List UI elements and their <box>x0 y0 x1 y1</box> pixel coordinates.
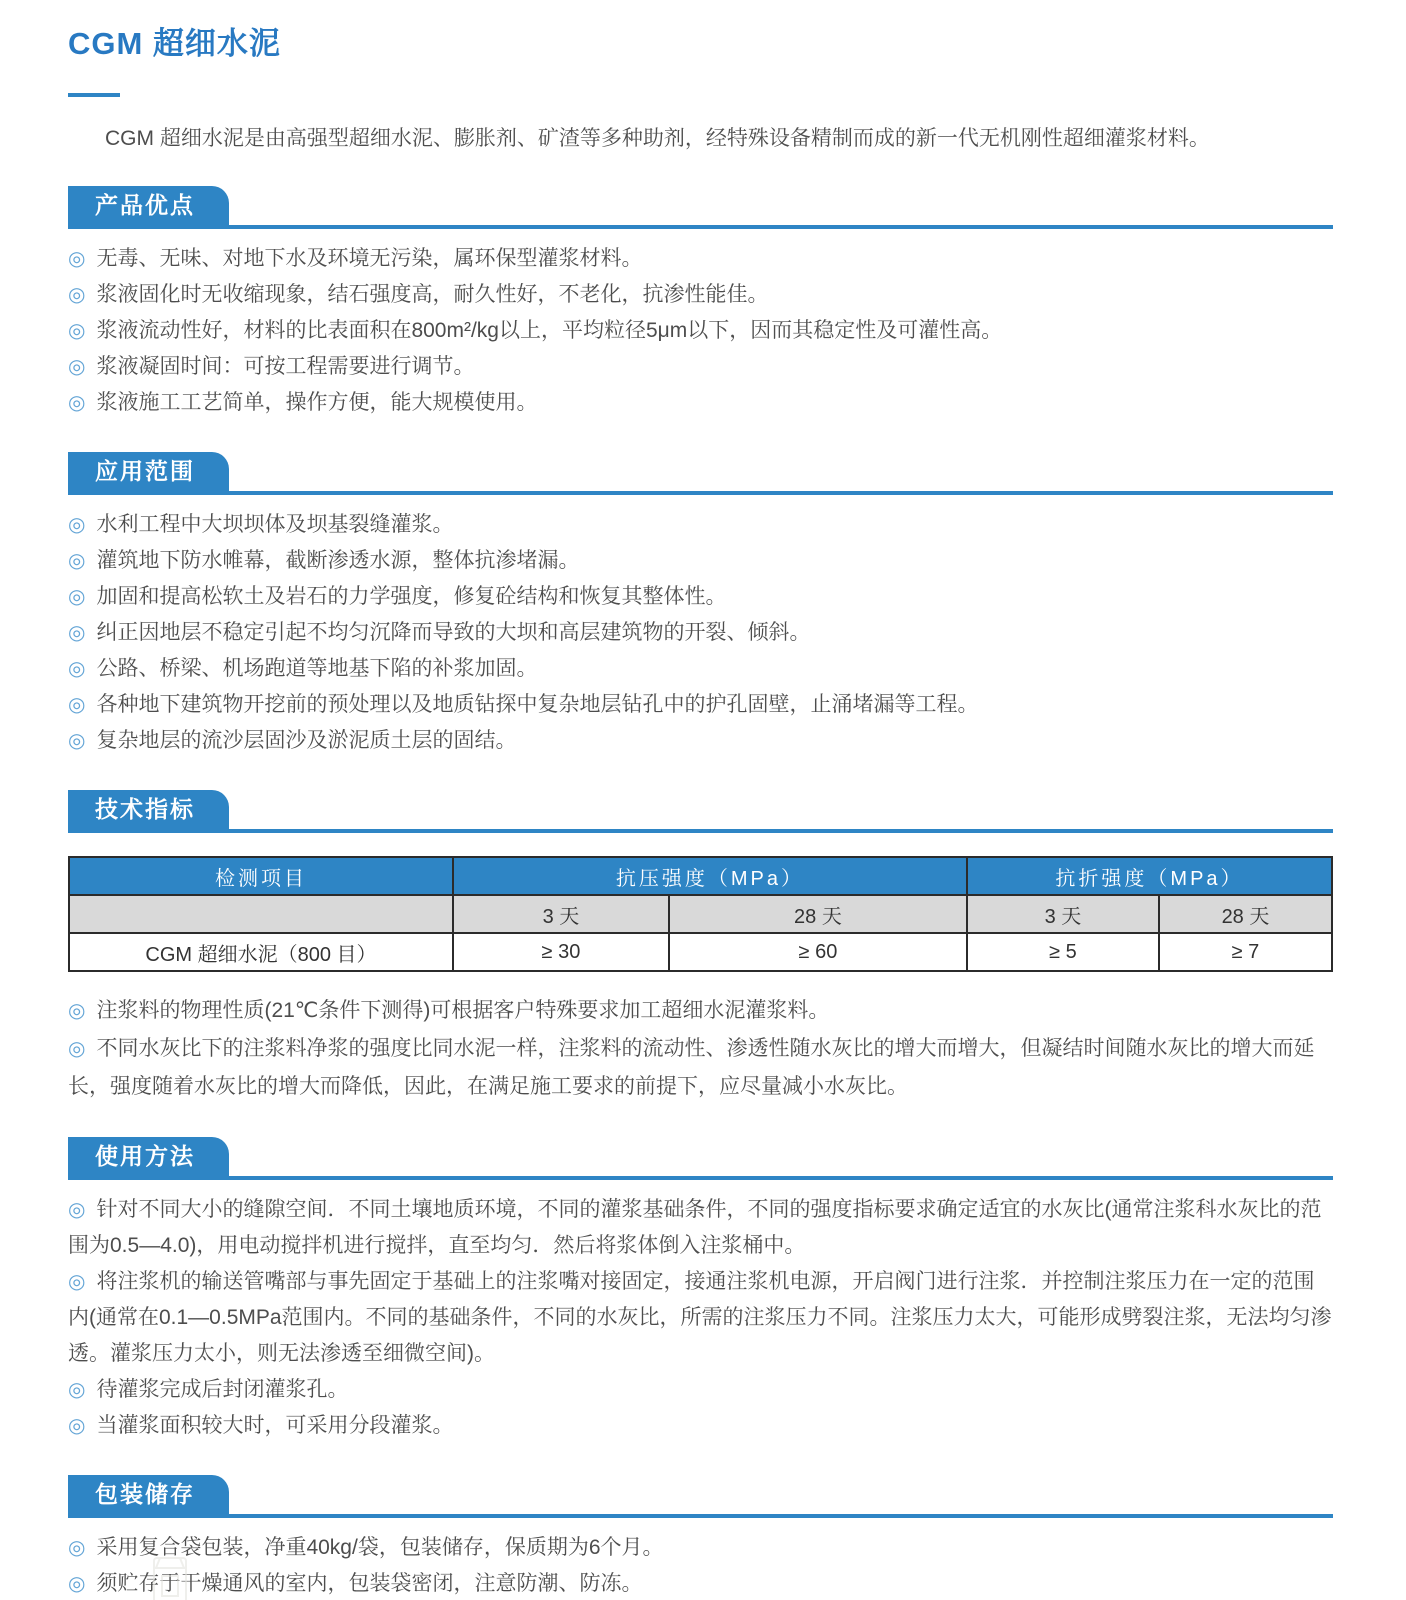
section-heading-applications: 应用范围 <box>68 452 229 491</box>
list-item <box>68 579 1333 615</box>
section-heading-advantages: 产品优点 <box>68 186 229 225</box>
list-item-text: 各种地下建筑物开挖前的预处理以及地质钻探中复杂地层钻孔中的护孔固壁，止涌堵漏等工程。 <box>96 693 979 716</box>
bullseye-bullet-icon: ◎ <box>68 1199 86 1221</box>
advantages-list <box>68 241 1333 421</box>
bullseye-bullet-icon: ◎ <box>68 284 86 306</box>
bullseye-bullet-icon: ◎ <box>68 730 86 752</box>
bullseye-bullet-icon: ◎ <box>68 356 86 378</box>
spec-col-header: 检测项目 <box>69 857 453 895</box>
section-banner-row <box>68 790 1333 833</box>
bullseye-bullet-icon: ◎ <box>68 392 86 414</box>
note-text: 不同水灰比下的注浆料净浆的强度比同水泥一样，注浆料的流动性、渗透性随水灰比的增大而增大，但凝结时间随水灰比的增大而延长，强度随着水灰比的增大而降低，因此，在满足施工要求的前提下，应尽量减小水灰比。 <box>68 1037 1315 1098</box>
spec-subheader: 28 天 <box>669 895 967 933</box>
list-item-text: 待灌浆完成后封闭灌浆孔。 <box>96 1378 349 1401</box>
usage-list <box>68 1192 1333 1444</box>
applications-list <box>68 507 1333 759</box>
spec-product-name: CGM 超细水泥（800 目） <box>69 933 453 971</box>
bullseye-bullet-icon: ◎ <box>68 586 86 608</box>
list-item-text: 浆液流动性好，材料的比表面积在800m²/kg以上，平均粒径5μm以下，因而其稳定性及可灌性高。 <box>96 319 1003 342</box>
list-item-text: 浆液施工工艺简单，操作方便，能大规模使用。 <box>96 391 538 414</box>
section-divider-line <box>68 1176 1333 1180</box>
list-item <box>68 507 1333 543</box>
bullseye-bullet-icon: ◎ <box>68 1000 86 1022</box>
spec-subheader: 3 天 <box>453 895 669 933</box>
list-item <box>68 615 1333 651</box>
spec-value: ≥ 5 <box>967 933 1159 971</box>
intro-paragraph: CGM 超细水泥是由高强型超细水泥、膨胀剂、矿渣等多种助剂，经特殊设备精制而成的新一代无机刚性超细灌浆材料。 <box>105 127 1210 150</box>
list-item-text: 针对不同大小的缝隙空间．不同土壤地质环境，不同的灌浆基础条件，不同的强度指标要求确定适宜的水灰比(通常注浆科水灰比的范围为0.5—4.0)，用电动搅拌机进行搅拌，直至均匀．然后将浆体倒入注浆桶中。 <box>68 1198 1322 1257</box>
list-item <box>68 1372 1333 1408</box>
note-text: 注浆料的物理性质(21℃条件下测得)可根据客户特殊要求加工超细水泥灌浆料。 <box>96 999 830 1022</box>
storage-list <box>68 1530 1333 1600</box>
spec-value: ≥ 60 <box>669 933 967 971</box>
list-item <box>68 241 1333 277</box>
bullseye-bullet-icon: ◎ <box>68 694 86 716</box>
section-applications <box>68 452 1333 759</box>
bullseye-bullet-icon: ◎ <box>68 1038 86 1060</box>
list-item-text: 将注浆机的输送管嘴部与事先固定于基础上的注浆嘴对接固定，接通注浆机电源，开启阀门进行注浆．并控制注浆压力在一定的范围内(通常在0.1—0.5MPa范围内。不同的基础条件，不同的水灰比，所需的注浆压力不同。注浆压力太大，可能形成劈裂注浆，无法均匀渗透。灌浆压力太小，则无法渗透至细微空间)。 <box>68 1270 1332 1365</box>
title-underline <box>68 93 120 97</box>
section-divider-line <box>68 1514 1333 1518</box>
bullseye-bullet-icon: ◎ <box>68 514 86 536</box>
bullseye-bullet-icon: ◎ <box>68 320 86 342</box>
spec-group-header-flexural: 抗折强度（MPa） <box>967 857 1332 895</box>
spec-notes <box>68 992 1333 1106</box>
spec-value: ≥ 30 <box>453 933 669 971</box>
section-heading-specs: 技术指标 <box>68 790 229 829</box>
section-banner-row <box>68 452 1333 495</box>
list-item <box>68 349 1333 385</box>
list-item <box>68 1408 1333 1444</box>
list-item-text: 当灌浆面积较大时，可采用分段灌浆。 <box>96 1414 454 1437</box>
list-item-text: 公路、桥梁、机场跑道等地基下陷的补浆加固。 <box>96 657 538 680</box>
list-item <box>68 723 1333 759</box>
bullseye-bullet-icon: ◎ <box>68 1415 86 1437</box>
list-item <box>68 1566 1333 1600</box>
list-item-text: 灌筑地下防水帷幕，截断渗透水源，整体抗渗堵漏。 <box>96 549 580 572</box>
list-item <box>68 277 1333 313</box>
note-item <box>68 1030 1333 1106</box>
list-item <box>68 1192 1333 1264</box>
section-storage <box>68 1475 1333 1600</box>
section-banner-row <box>68 186 1333 229</box>
list-item-text: 水利工程中大坝坝体及坝基裂缝灌浆。 <box>96 513 454 536</box>
list-item-text: 须贮存于干燥通风的室内，包装袋密闭，注意防潮、防冻。 <box>96 1572 643 1595</box>
bullseye-bullet-icon: ◎ <box>68 248 86 270</box>
bullseye-bullet-icon: ◎ <box>68 550 86 572</box>
package-bag-watermark-image <box>140 1552 200 1600</box>
list-item-text: 采用复合袋包装，净重40kg/袋，包装储存，保质期为6个月。 <box>96 1536 664 1559</box>
bullseye-bullet-icon: ◎ <box>68 1271 86 1293</box>
list-item-text: 浆液凝固时间：可按工程需要进行调节。 <box>96 355 475 378</box>
list-item <box>68 1530 1333 1566</box>
page-title: CGM 超细水泥 <box>68 26 281 61</box>
list-item <box>68 687 1333 723</box>
list-item-text: 浆液固化时无收缩现象，结石强度高，耐久性好，不老化，抗渗性能佳。 <box>96 283 769 306</box>
section-heading-storage: 包装储存 <box>68 1475 229 1514</box>
spec-table-header-row <box>69 857 1332 895</box>
list-item-text: 加固和提高松软土及岩石的力学强度，修复砼结构和恢复其整体性。 <box>96 585 727 608</box>
section-banner-row <box>68 1475 1333 1518</box>
list-item-text: 纠正因地层不稳定引起不均匀沉降而导致的大坝和高层建筑物的开裂、倾斜。 <box>96 621 811 644</box>
section-divider-line <box>68 491 1333 495</box>
list-item <box>68 543 1333 579</box>
spec-table-subheader-row <box>69 895 1332 933</box>
list-item <box>68 313 1333 349</box>
bullseye-bullet-icon: ◎ <box>68 658 86 680</box>
list-item <box>68 1264 1333 1372</box>
spec-group-header-compressive: 抗压强度（MPa） <box>453 857 967 895</box>
list-item-text: 复杂地层的流沙层固沙及淤泥质土层的固结。 <box>96 729 517 752</box>
section-advantages <box>68 186 1333 421</box>
list-item-text: 无毒、无味、对地下水及环境无污染，属环保型灌浆材料。 <box>96 247 643 270</box>
spec-subheader: 3 天 <box>967 895 1159 933</box>
spec-empty-cell <box>69 895 453 933</box>
section-divider-line <box>68 225 1333 229</box>
list-item <box>68 385 1333 421</box>
section-heading-usage: 使用方法 <box>68 1137 229 1176</box>
section-usage <box>68 1137 1333 1444</box>
spec-subheader: 28 天 <box>1159 895 1332 933</box>
bullseye-bullet-icon: ◎ <box>68 1573 86 1595</box>
bullseye-bullet-icon: ◎ <box>68 1537 86 1559</box>
bullseye-bullet-icon: ◎ <box>68 622 86 644</box>
section-divider-line <box>68 829 1333 833</box>
list-item <box>68 651 1333 687</box>
note-item <box>68 992 1333 1030</box>
spec-table <box>68 856 1333 972</box>
bullseye-bullet-icon: ◎ <box>68 1379 86 1401</box>
spec-value: ≥ 7 <box>1159 933 1332 971</box>
section-specs <box>68 790 1333 1106</box>
spec-table-data-row <box>69 933 1332 971</box>
section-banner-row <box>68 1137 1333 1180</box>
